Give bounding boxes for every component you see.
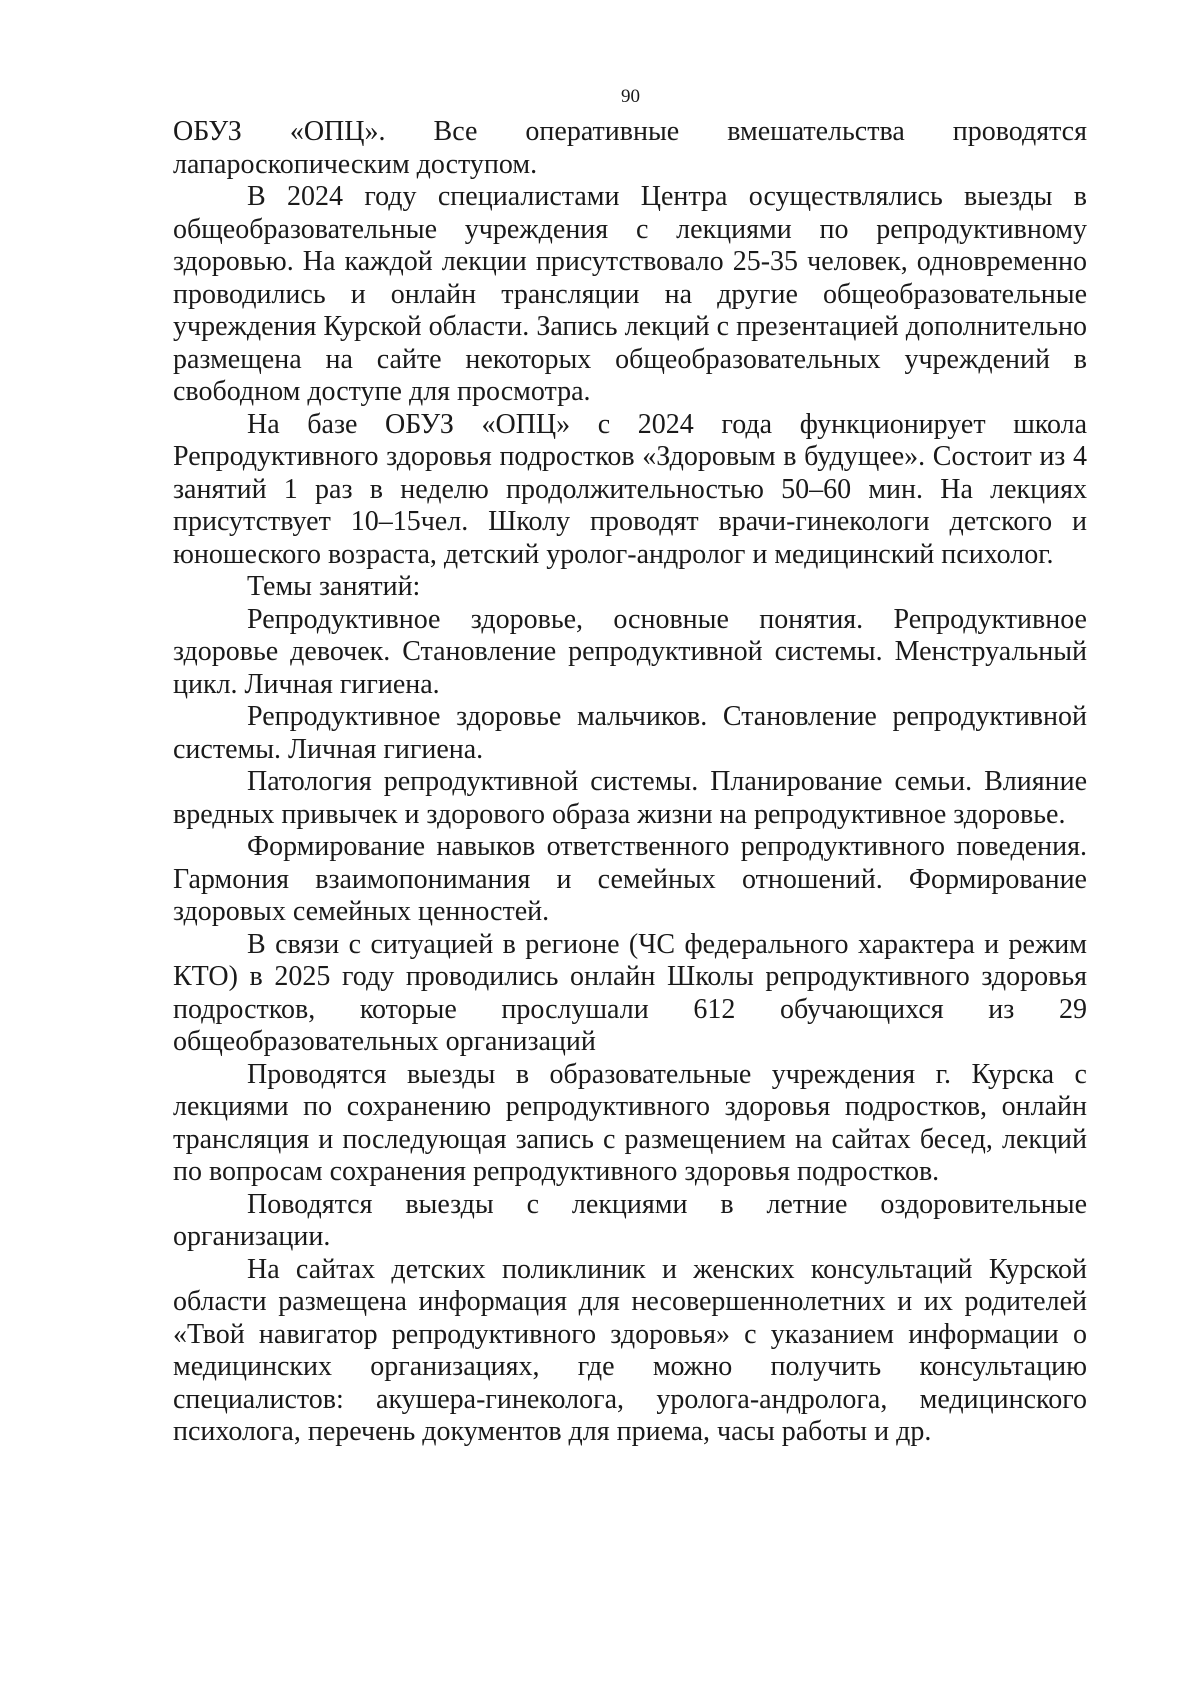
paragraph: Темы занятий: [247,571,421,602]
paragraph: ОБУЗ «ОПЦ». Все оперативные вмешательства проводятся лапароскопическим доступом. [173,116,1087,180]
paragraph: Репродуктивное здоровье мальчиков. Становление репродуктивной системы. Личная гигиена. [173,701,1087,765]
paragraph: Поводятся выезды с лекциями в летние оздоровительные организации. [173,1188,1087,1252]
paragraph: Патология репродуктивной системы. Планирование семьи. Влияние вредных привычек и здорового образа жизни на репродуктивное здоровье. [173,766,1087,830]
paragraph: В связи с ситуацией в регионе (ЧС федерального характера и режим КТО) в 2025 году проводились онлайн Школы репродуктивного здоровья подростков, которые прослушали 612 обучающихся из 29 общеобразовательных организаций [173,928,1087,1057]
document-body [173,116,1087,1449]
paragraph: Репродуктивное здоровье, основные понятия. Репродуктивное здоровье девочек. Становление репродуктивной системы. Менструальный цикл. Личная гигиена. [173,603,1087,700]
paragraph: В 2024 году специалистами Центра осуществлялись выезды в общеобразовательные учреждения с лекциями по репродуктивному здоровью. На каждой лекции присутствовало 25-35 человек, одновременно проводились и онлайн трансляции на другие общеобразовательные учреждения Курской области. Запись лекций с презентацией дополнительно размещена на сайте некоторых общеобразовательных учреждений в свободном доступе для просмотра. [173,181,1087,407]
page-number: 90 [621,86,640,107]
paragraph: Проводятся выезды в образовательные учреждения г. Курска с лекциями по сохранению репродуктивного здоровья подростков, онлайн трансляция и последующая запись с размещением на сайтах бесед, лекций по вопросам сохранения репродуктивного здоровья подростков. [173,1058,1087,1187]
paragraph: На базе ОБУЗ «ОПЦ» с 2024 года функционирует школа Репродуктивного здоровья подростков «Здоровым в будущее». Состоит из 4 занятий 1 раз в неделю продолжительностью 50–60 мин. На лекциях присутствует 10–15чел. Школу проводят врачи-гинекологи детского и юношеского возраста, детский уролог-андролог и медицинский психолог. [173,408,1087,570]
paragraph: На сайтах детских поликлиник и женских консультаций Курской области размещена информация для несовершеннолетних и их родителей «Твой навигатор репродуктивного здоровья» с указанием информации о медицинских организациях, где можно получить консультацию специалистов: акушера-гинеколога, уролога-андролога, медицинского психолога, перечень документов для приема, часы работы и др. [173,1253,1087,1447]
paragraph: Формирование навыков ответственного репродуктивного поведения. Гармония взаимопонимания и семейных отношений. Формирование здоровых семейных ценностей. [173,831,1087,927]
